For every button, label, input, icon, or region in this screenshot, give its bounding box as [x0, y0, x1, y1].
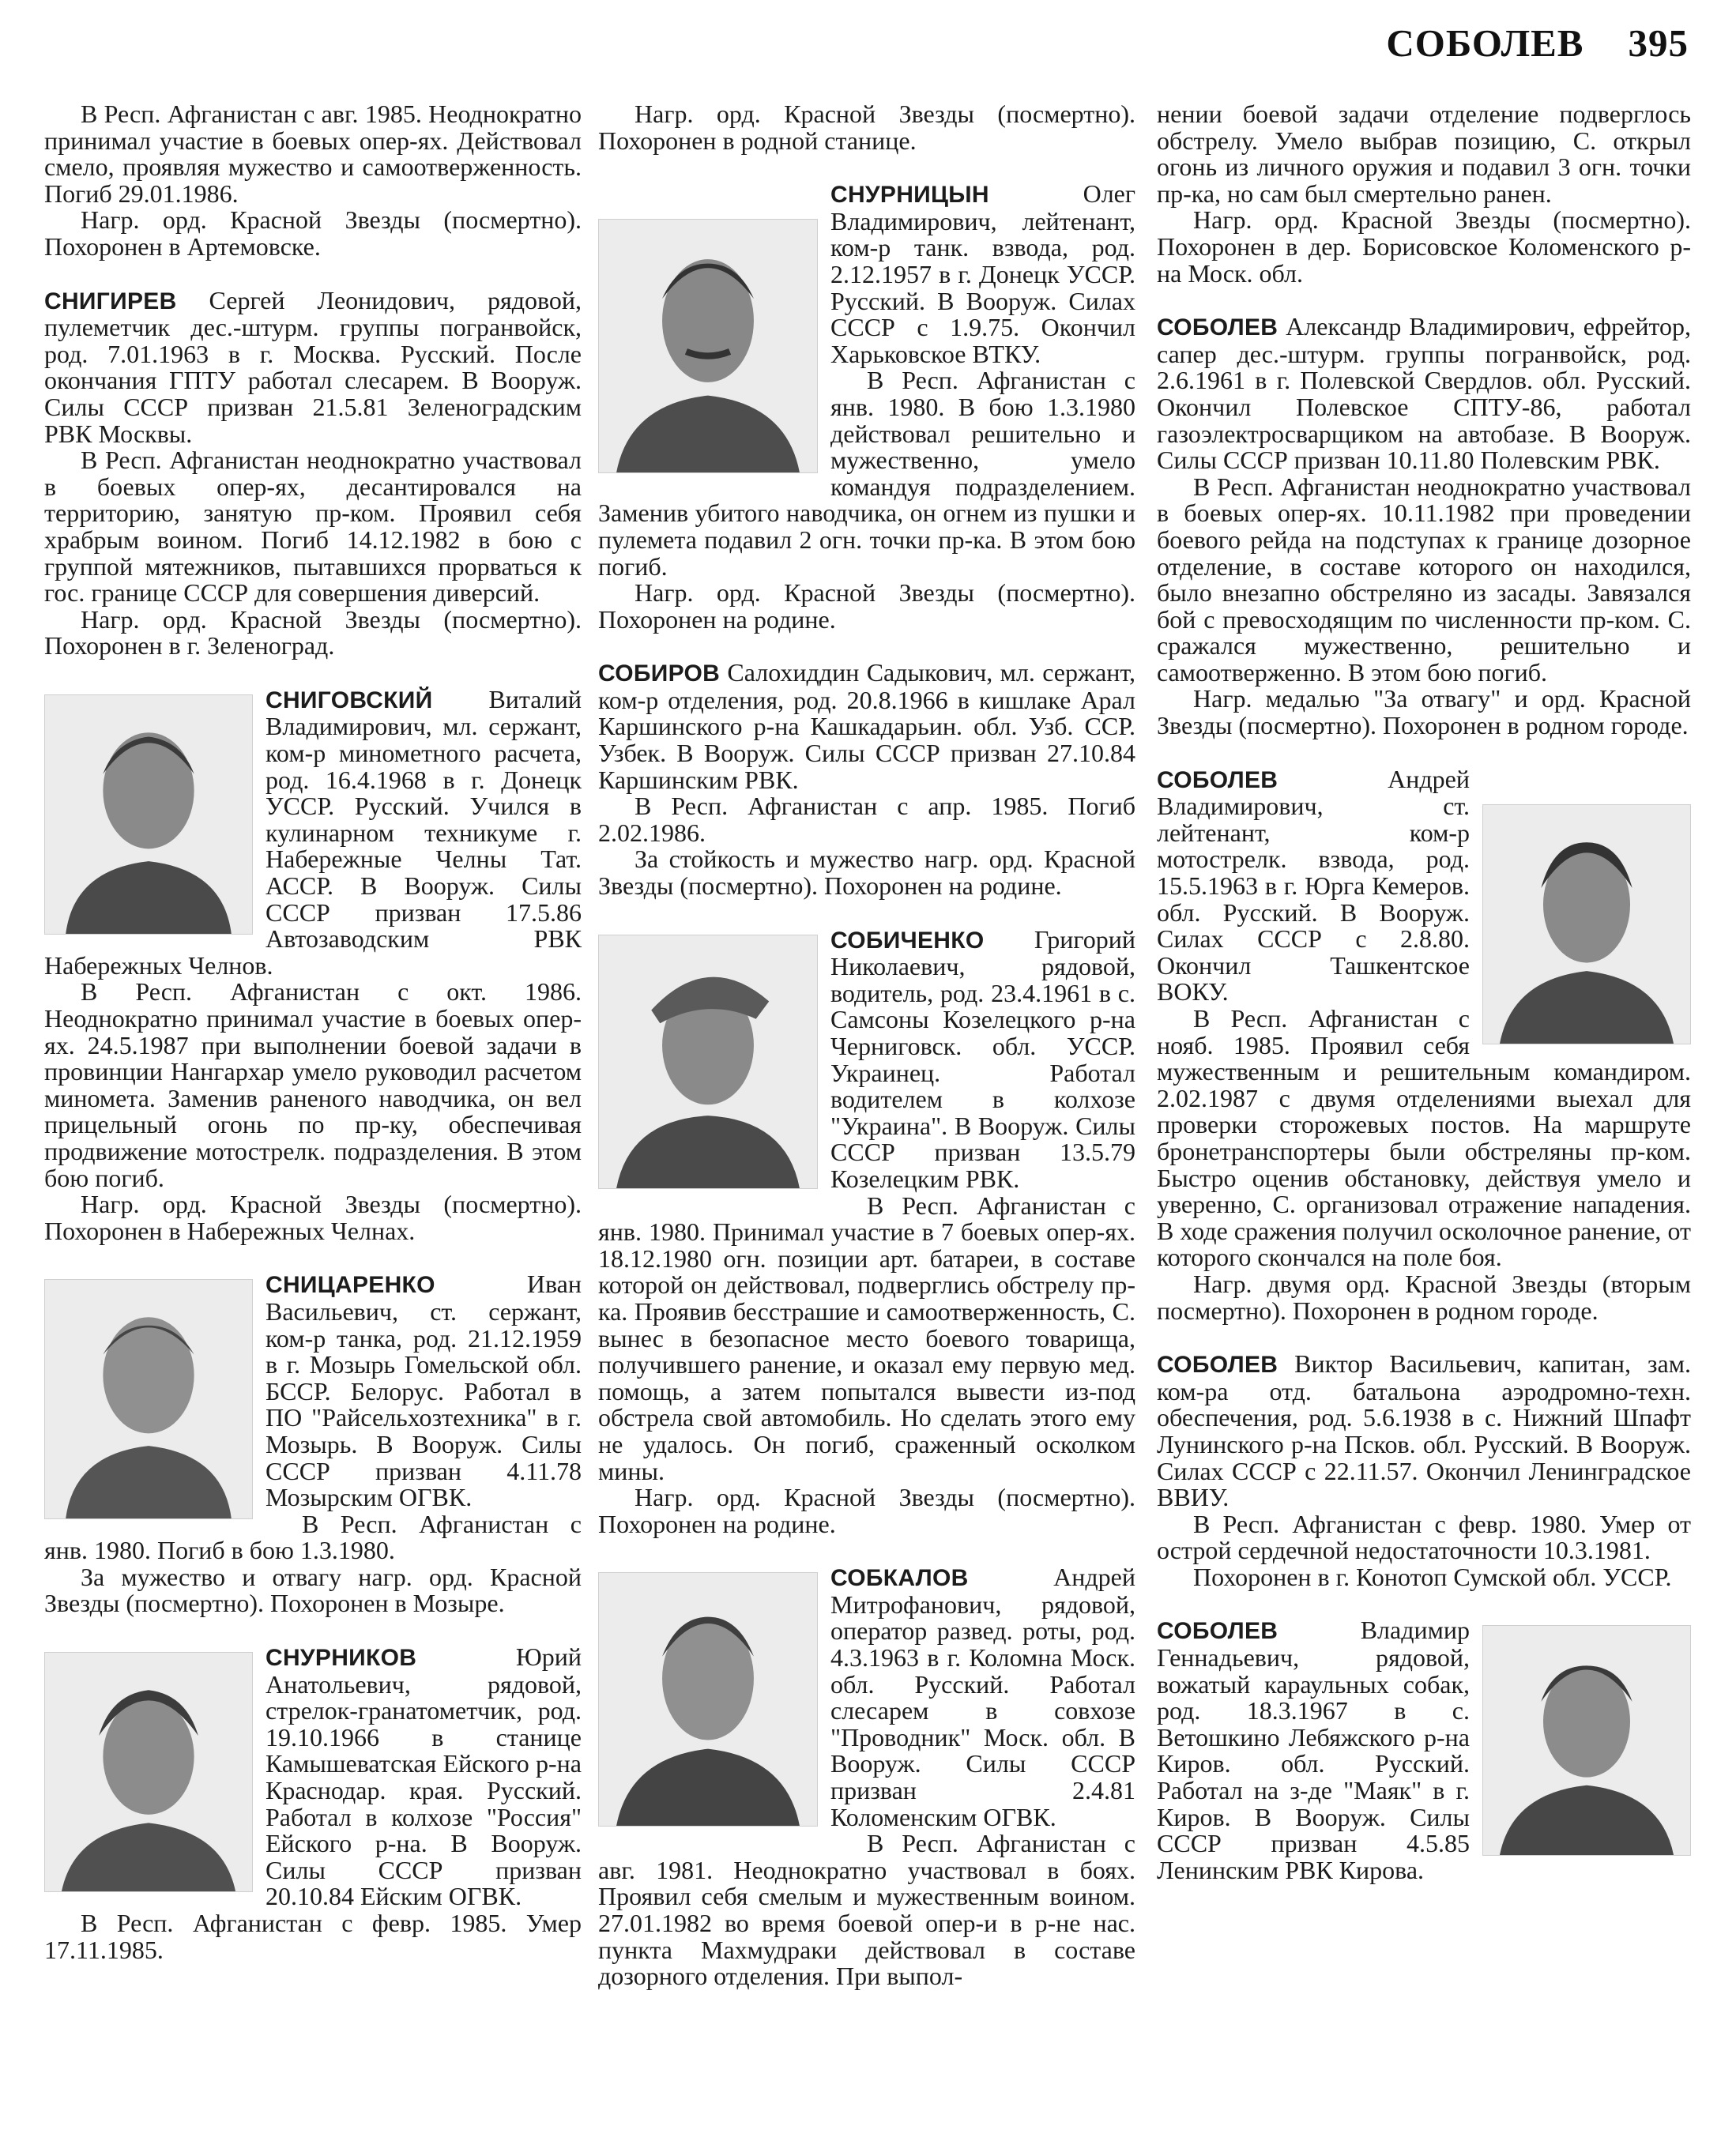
column-1	[44, 101, 582, 1990]
entry-bio: Владимир Геннадьевич, рядовой, вожатый караульных собак, род. 18.3.1967 в с. Ветошкино Лебяжского р-на Киров. обл. Русский. Работал на з-де "Маяк" в г. Киров. В Вооруж. Силы СССР призван 4.5.85 Ленинским РВК Кирова.	[1157, 1616, 1470, 1884]
portrait-photo	[598, 1572, 818, 1827]
page-header	[1386, 21, 1689, 66]
entry-name: СНУРНИЦЫН	[830, 182, 989, 209]
entry-bio: Салохиддин Садыкович, мл. сержант, ком-р отделения, род. 20.8.1966 в кишлаке Арал Каршинского р-на Кашкадарьин. обл. Узб. ССР. Узбек. В Вооруж. Силы СССР призван 27.10.84 Каршинским РВК.	[598, 658, 1135, 794]
entry-snigirev	[44, 285, 582, 660]
entry-paragraph: Нагр. орд. Красной Звезды (посмертно). Похоронен в г. Зеленоград.	[44, 604, 582, 660]
entry-bio: Виктор Васильевич, капитан, зам. ком-ра отд. батальона аэродромно-техн. обеспечения, род. 5.6.1938 в с. Нижний Шпафт Лунинского р-на Псков. обл. Русский. В Вооруж. Силах СССР с 22.11.57. Окончил Ленинградское ВВИУ.	[1157, 1349, 1691, 1512]
entry-bio: Олег Владимирович, лейтенант, ком-р танк. взвода, род. 2.12.1957 в г. Донецк УССР. Русский. В Вооруж. Силах СССР с 1.9.75. Окончил Харьковское ВТКУ.	[830, 179, 1135, 368]
entry-continuation	[1157, 101, 1691, 287]
column-2	[598, 101, 1135, 2017]
portrait-photo	[598, 935, 818, 1189]
entry-bio: Андрей Владимирович, ст. лейтенант, ком-р мотострелк. взвода, род. 15.5.1963 в г. Юрга Кемеров. обл. Русский. В Вооруж. Силах СССР с 2.8.80. Окончил Ташкентское ВОКУ.	[1157, 764, 1470, 1007]
portrait-photo	[598, 219, 818, 473]
entry-paragraph: За стойкость и мужество нагр. орд. Красной Звезды (посмертно). Похоронен на родине.	[598, 845, 1135, 901]
entry-paragraph: За мужество и отвагу нагр. орд. Красной Звезды (посмертно). Похоронен в Мозыре.	[44, 1562, 582, 1618]
entry-bio: Юрий Анатольевич, рядовой, стрелок-гранатометчик, род. 19.10.1966 в станице Камышеватская Ейского р-на Краснодар. края. Русский. Работал в колхозе "Россия" Ейского р-на. В Вооруж. Силы СССР призван 20.10.84 Ейским ОГВК.	[265, 1642, 582, 1911]
entry-paragraph: В Респ. Афганистан с окт. 1986. Неоднократно принимал участие в боевых опер-ях. 24.5.1987 при выполнении боевой задачи в провинции Нангархар умело руководил расчетом миномета. Заменив раненого наводчика, он вел прицельный огонь по пр-ку, обеспечивая продвижение мотострелк. подразделения. В этом бою погиб.	[44, 977, 582, 1192]
entry-name: СОБИЧЕНКО	[830, 927, 985, 954]
entry-paragraph: В Респ. Афганистан с янв. 1980. В бою 1.3.1980 действовал решительно и мужественно, умело командуя подразделением. Заменив убитого наводчика, он огнем из пушки и пулемета подавил 2 огн. точки пр-ка. В этом бою погиб.	[598, 366, 1135, 581]
entry-paragraph: В Респ. Афганистан с февр. 1985. Умер 17.11.1985.	[44, 1909, 582, 1964]
entry-bio: Виталий Владимирович, мл. сержант, ком-р минометного расчета, род. 16.4.1968 в г. Донецк УССР. Русский. Учился в кулинарном техникуме г. Набережные Челны Тат. АССР. В Вооруж. Силы СССР призван 17.5.86 Автозаводским РВК Набережных Челнов.	[44, 684, 582, 980]
entry-sobichenko	[598, 924, 1135, 1538]
entry-snurnikov	[44, 1644, 582, 1963]
portrait-photo	[44, 1652, 253, 1892]
entry-bio: Григорий Николаевич, рядовой, водитель, род. 23.4.1961 в с. Самсоны Козелецкого р-на Черниговск. обл. УССР. Украинец. Работал водителем в колхозе "Украина". В Вооруж. Силы СССР призван 13.5.79 Козелецким РВК.	[830, 924, 1135, 1193]
entry-sobolev-viktor	[1157, 1351, 1691, 1590]
entry-paragraph: Похоронен в г. Конотоп Сумской обл. УССР.	[1193, 1562, 1672, 1591]
entry-paragraph: Нагр. орд. Красной Звезды (посмертно). Похоронен в родной станице.	[598, 100, 1135, 155]
portrait-photo	[1482, 1625, 1691, 1856]
entry-name: СОБИРОВ	[598, 660, 721, 687]
entry-paragraph: Нагр. орд. Красной Звезды (посмертно). Похоронен в Артемовске.	[44, 205, 582, 261]
entry-name: СОБОЛЕВ	[1157, 314, 1278, 341]
entry-bio: Александр Владимирович, ефрейтор, сапер дес.-штурм. группы погранвойск, род. 2.6.1961 в г. Полевской Свердлов. обл. Русский. Окончил Полевское СПТУ-86, работал газоэлектросварщиком на автобазе. В Вооруж. Силы СССР призван 10.11.80 Полевским РВК.	[1157, 312, 1691, 475]
entry-name: СНИГИРЕВ	[44, 288, 177, 314]
entry-lead	[1157, 314, 1691, 474]
entry-name: СОБОЛЕВ	[1157, 1352, 1278, 1379]
entry-sobolev-alexander	[1157, 314, 1691, 739]
entry-paragraph: В Респ. Афганистан с февр. 1980. Умер от острой сердечной недостаточности 10.3.1981.	[1157, 1509, 1691, 1565]
entry-paragraph: нении боевой задачи отделение подверглось обстрелу. Умело выбрав позицию, С. открыл огонь из личного оружия и подавил 3 огн. точки пр-ка, но сам был смертельно ранен.	[1157, 100, 1691, 208]
entry-paragraph: В Респ. Афганистан с авг. 1981. Неоднократно участвовал в боях. Проявил себя смелым и мужественным воином. 27.01.1982 во время боевой опер-и в р-не нас. пункта Махмудраки действовал в составе дозорного отделения. При выпол-	[598, 1829, 1135, 1991]
entry-name: СОБКАЛОВ	[830, 1565, 969, 1592]
entry-bio: Иван Васильевич, ст. сержант, ком-р танка, род. 21.12.1959 в г. Мозырь Гомельской обл. БССР. Белорус. Работал в ПО "Райсельхозтехника" в г. Мозырь. В Вооруж. Силы СССР призван 4.11.78 Мозырским ОГВК.	[265, 1270, 582, 1512]
entry-snigovsky	[44, 684, 582, 1245]
page-number: 395	[1628, 21, 1689, 65]
entry-paragraph: Нагр. двумя орд. Красной Звезды (вторым посмертно). Похоронен в родном городе.	[1157, 1269, 1691, 1325]
entry-paragraph: В Респ. Афганистан с нояб. 1985. Проявил себя мужественным и решительным командиром. 2.02.1987 с двумя отделениями выехал для проверки сторожевых постов. На маршруте бронетранспортеры были обстреляны пр-ком. Быстро оценив обстановку, действуя умело и уверенно, С. организовал отражение нападения. В ходе сражения получил осколочное ранение, от которого скончался на поле боя.	[1157, 1004, 1691, 1272]
entry-name: СОБОЛЕВ	[1157, 766, 1278, 793]
entry-paragraph: Нагр. медалью "За отвагу" и орд. Красной Звезды (посмертно). Похоронен в родном городе.	[1157, 684, 1691, 740]
entry-paragraph: В Респ. Афганистан с янв. 1980. Погиб в бою 1.3.1980.	[44, 1509, 582, 1565]
portrait-photo	[44, 694, 253, 935]
entry-continuation	[44, 101, 582, 261]
entry-name: СНИГОВСКИЙ	[265, 687, 433, 713]
entry-snitsarenko	[44, 1271, 582, 1617]
entry-lead	[44, 285, 582, 448]
portrait-photo	[1482, 804, 1691, 1044]
column-3	[1157, 101, 1691, 1910]
entry-lead	[598, 660, 1135, 793]
entry-lead	[1157, 1351, 1691, 1511]
entry-paragraph: Нагр. орд. Красной Звезды (посмертно). Похоронен на родине.	[598, 1483, 1135, 1538]
entry-paragraph: Нагр. орд. Красной Звезды (посмертно). Похоронен в дер. Борисовское Коломенского р-на Моск. обл.	[1157, 205, 1691, 288]
running-head: СОБОЛЕВ	[1386, 21, 1584, 65]
entry-sobolev-andrey	[1157, 766, 1691, 1324]
entry-bio: Андрей Митрофанович, рядовой, оператор развед. роты, род. 4.3.1963 в г. Коломна Моск. обл. Русский. Работал слесарем в совхозе "Проводник" Моск. обл. В Вооруж. Силы СССР призван 2.4.81 Коломенским ОГВК.	[830, 1563, 1135, 1831]
entry-paragraph: В Респ. Афганистан неоднократно участвовал в боевых опер-ях, десантировался на территорию, занятую пр-ком. Проявил себя храбрым воином. Погиб 14.12.1982 в бою с группой мятежников, пытавшихся прорваться к гос. границе СССР для совершения диверсий.	[44, 446, 582, 608]
entry-paragraph: Нагр. орд. Красной Звезды (посмертно). Похоронен в Набережных Челнах.	[44, 1190, 582, 1245]
entry-snurnitsyn	[598, 181, 1135, 633]
entry-paragraph: Нагр. орд. Красной Звезды (посмертно). Похоронен на родине.	[598, 578, 1135, 634]
entry-name: СНИЦАРЕНКО	[265, 1272, 435, 1299]
entry-paragraph: В Респ. Афганистан с апр. 1985. Погиб 2.02.1986.	[598, 792, 1135, 847]
entry-paragraph: В Респ. Афганистан с янв. 1980. Принимал участие в 7 боевых опер-ях. 18.12.1980 огн. позиции арт. батареи, в составе которой он действовал, подверглись обстрелу пр-ка. Проявив бесстрашие и самоотверженность, С. вынес в безопасное место боевого товарища, получившего ранение, и оказал ему первую мед. помощь, а затем попытался вывести из-под обстрела свой автомобиль. Но сделать этого ему не удалось. Он погиб, сраженный осколком мины.	[598, 1191, 1135, 1485]
entry-paragraph: В Респ. Афганистан неоднократно участвовал в боевых опер-ях. 10.11.1982 при проведении боевого рейда на подступах к границе дозорное отделение, в составе которого он находился, было внезапно обстреляно из засады. Завязался бой с превосходящим по численности пр-ком. С. сражался мужественно, решительно и самоотверженно. В этом бою погиб.	[1157, 472, 1691, 687]
portrait-photo	[44, 1279, 253, 1519]
entry-paragraph: В Респ. Афганистан с авг. 1985. Неоднократно принимал участие в боевых опер-ях. Действовал смело, проявляя мужество и самоотверженность. Погиб 29.01.1986.	[44, 100, 582, 208]
entry-continuation	[598, 101, 1135, 154]
entry-name: СОБОЛЕВ	[1157, 1618, 1278, 1645]
entry-sobirov	[598, 660, 1135, 899]
entry-sobkalov	[598, 1564, 1135, 1990]
entry-sobolev-vladimir	[1157, 1617, 1691, 1883]
entry-name: СНУРНИКОВ	[265, 1645, 417, 1672]
entry-bio: Сергей Леонидович, рядовой, пулеметчик дес.-штурм. группы погранвойск, род. 7.01.1963 в г. Москва. Русский. После окончания ГПТУ работал слесарем. В Вооруж. Силы СССР призван 21.5.81 Зеленоградским РВК Москвы.	[44, 285, 582, 448]
